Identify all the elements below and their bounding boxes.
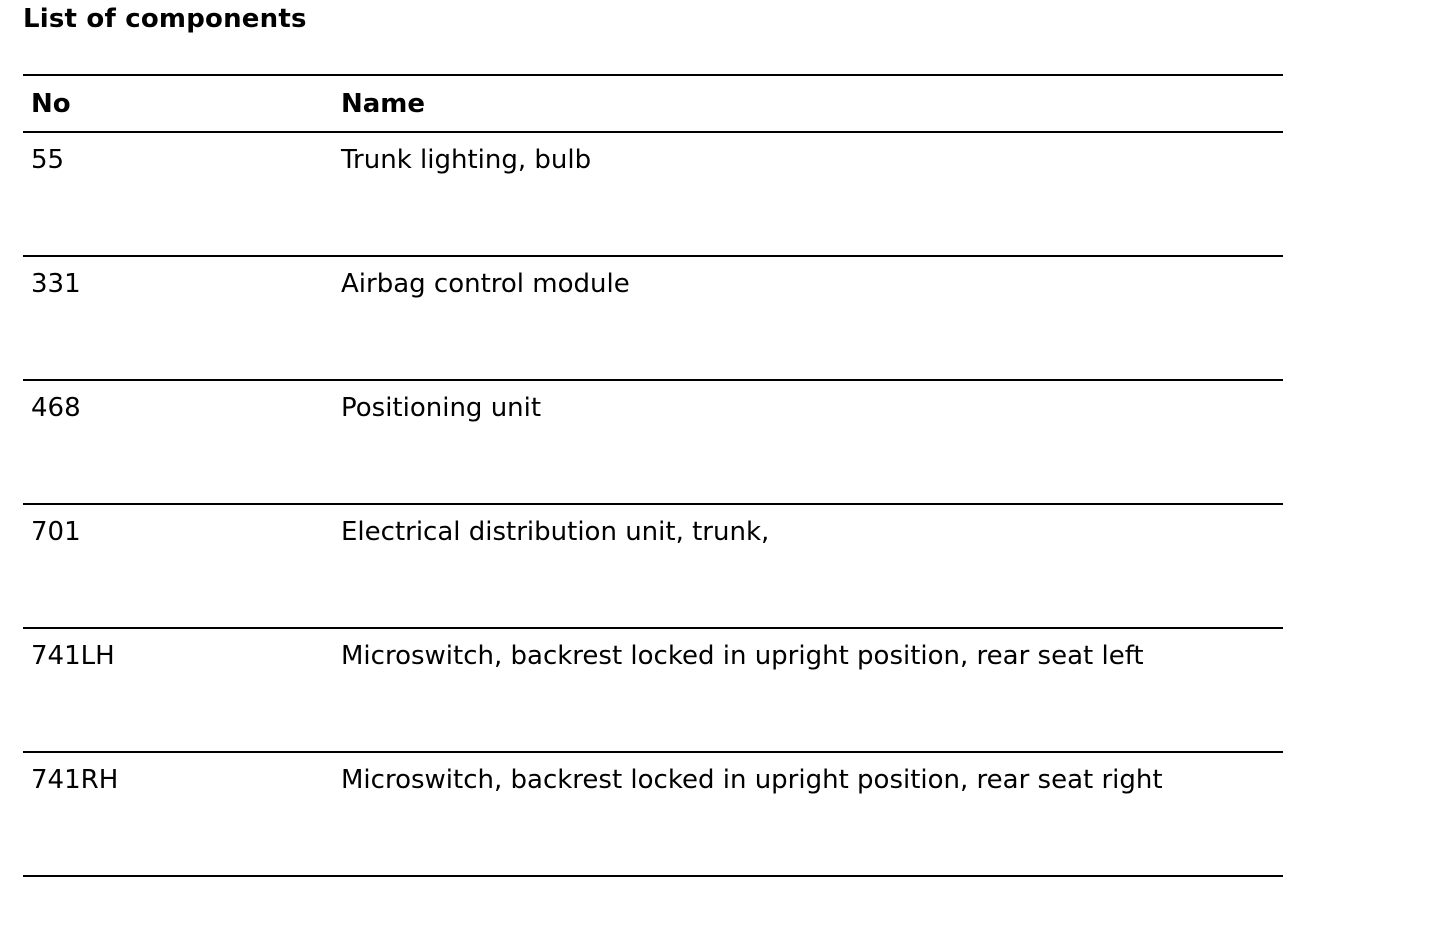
component-number: 55	[23, 132, 333, 256]
table-row	[23, 628, 1283, 752]
component-name: Microswitch, backrest locked in upright position, rear seat left	[333, 628, 1283, 752]
component-name: Positioning unit	[333, 380, 1283, 504]
component-name: Electrical distribution unit, trunk,	[333, 504, 1283, 628]
table-row	[23, 752, 1283, 876]
table-row	[23, 256, 1283, 380]
component-name: Microswitch, backrest locked in upright position, rear seat right	[333, 752, 1283, 876]
column-header-name: Name	[333, 75, 1283, 132]
table-header-row	[23, 75, 1283, 132]
component-number: 468	[23, 380, 333, 504]
component-name: Airbag control module	[333, 256, 1283, 380]
component-name: Trunk lighting, bulb	[333, 132, 1283, 256]
components-table	[23, 74, 1283, 877]
table-row	[23, 132, 1283, 256]
column-header-no: No	[23, 75, 333, 132]
table-row	[23, 504, 1283, 628]
page-title: List of components	[23, 4, 307, 34]
component-number: 331	[23, 256, 333, 380]
table-row	[23, 380, 1283, 504]
component-number: 701	[23, 504, 333, 628]
component-number: 741LH	[23, 628, 333, 752]
component-number: 741RH	[23, 752, 333, 876]
